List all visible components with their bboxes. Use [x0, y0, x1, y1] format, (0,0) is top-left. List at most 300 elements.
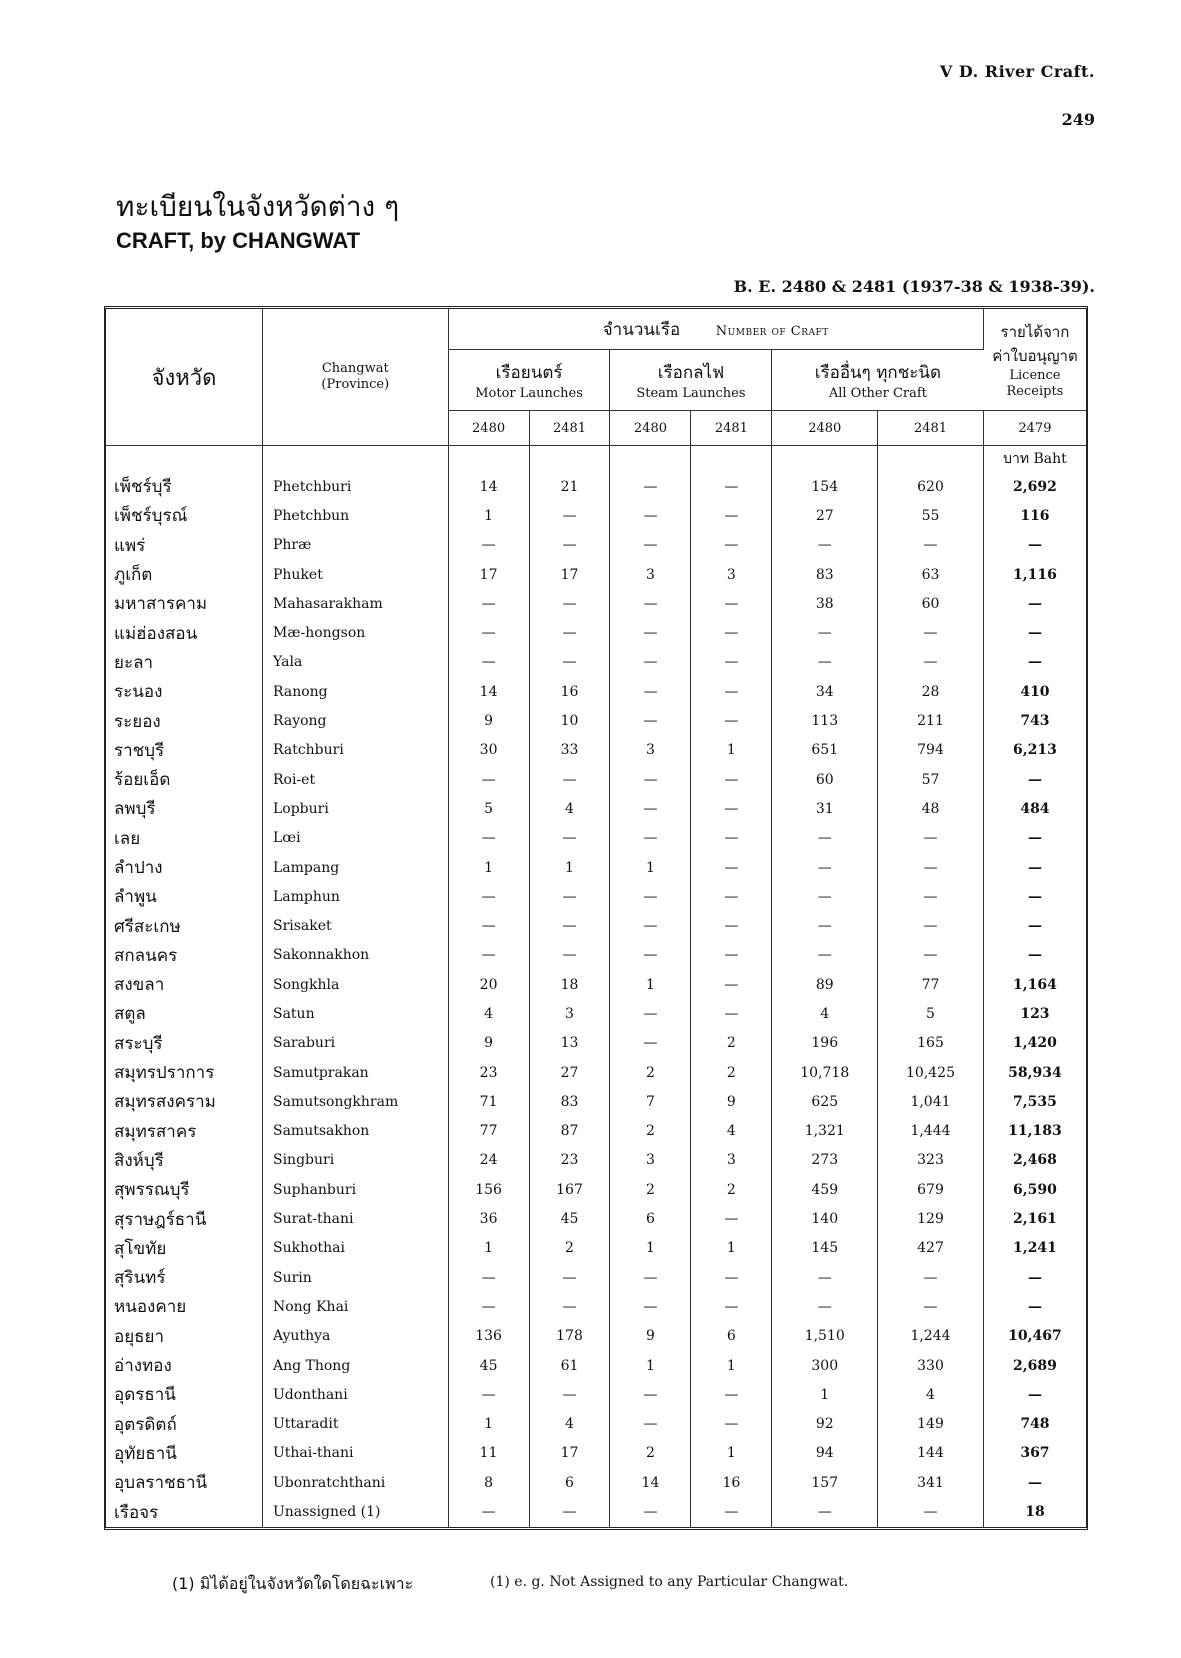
cell-steam-2480: — [610, 999, 691, 1028]
page-number: 249 [1061, 110, 1095, 129]
cell-other-2481: 1,444 [878, 1117, 984, 1146]
cell-other-2480: 94 [772, 1439, 878, 1468]
cell-steam-2480: 1 [610, 853, 691, 882]
cell-motor-2480: 1 [448, 853, 529, 882]
cell-motor-2481: 83 [529, 1087, 610, 1116]
cell-motor-2481: 4 [529, 1410, 610, 1439]
cell-steam-2481: 6 [691, 1322, 772, 1351]
header-licence-receipts: รายได้จาก ค่าใบอนุญาต Licence Receipts [983, 309, 1086, 411]
cell-motor-2480: — [448, 911, 529, 940]
cell-steam-2481: 3 [691, 1146, 772, 1175]
header-changwat: Changwat (Province) [262, 309, 448, 446]
cell-receipts-2479: 18 [1025, 1504, 1045, 1521]
cell-receipts-2479: — [1027, 654, 1042, 671]
cell-motor-2481: 33 [529, 736, 610, 765]
cell-receipts-2479: — [1027, 888, 1042, 905]
table-row [106, 1322, 1086, 1351]
cell-province-thai: ลำปาง [106, 853, 262, 882]
cell-other-2481: — [878, 911, 984, 940]
cell-other-2481: — [878, 618, 984, 647]
cell-receipts-2479: — [1027, 537, 1042, 554]
cell-other-2481: — [878, 1497, 984, 1526]
cell-steam-2481: — [691, 589, 772, 618]
cell-other-2481: 55 [878, 501, 984, 530]
cell-other-2481: 165 [878, 1029, 984, 1058]
cell-other-2480: 145 [772, 1234, 878, 1263]
period-label: B. E. 2480 & 2481 (1937-38 & 1938-39). [733, 277, 1095, 296]
table-row [106, 970, 1086, 999]
year-steam-2481: 2481 [691, 411, 772, 446]
cell-steam-2481: 2 [691, 1175, 772, 1204]
cell-motor-2481: 45 [529, 1204, 610, 1233]
cell-steam-2480: — [610, 677, 691, 706]
cell-other-2481: 341 [878, 1468, 984, 1497]
cell-other-2481: 149 [878, 1410, 984, 1439]
cell-province-name: Lampang [262, 853, 448, 882]
cell-other-2480: 300 [772, 1351, 878, 1380]
cell-motor-2481: — [529, 648, 610, 677]
cell-motor-2481: 3 [529, 999, 610, 1028]
cell-motor-2480: — [448, 941, 529, 970]
cell-motor-2480: 4 [448, 999, 529, 1028]
table-row [106, 472, 1086, 501]
table-row [106, 1029, 1086, 1058]
cell-province-thai: ลพบุรี [106, 794, 262, 823]
title-thai: ทะเบียนในจังหวัดต่าง ๆ [116, 190, 400, 223]
cell-province-thai: ศรีสะเกษ [106, 911, 262, 940]
cell-province-name: Ratchburi [262, 736, 448, 765]
table-row [106, 1175, 1086, 1204]
cell-motor-2481: — [529, 618, 610, 647]
cell-province-thai: สระบุรี [106, 1029, 262, 1058]
cell-province-thai: มหาสารคาม [106, 589, 262, 618]
cell-steam-2481: 4 [691, 1117, 772, 1146]
cell-receipts-2479: — [1027, 830, 1042, 847]
cell-steam-2480: 3 [610, 560, 691, 589]
cell-motor-2481: — [529, 765, 610, 794]
cell-province-thai: สุพรรณบุรี [106, 1175, 262, 1204]
cell-other-2481: 1,244 [878, 1322, 984, 1351]
title-english: CRAFT, by CHANGWAT [116, 228, 361, 253]
cell-steam-2481: — [691, 999, 772, 1028]
cell-motor-2481: 61 [529, 1351, 610, 1380]
cell-province-thai: สมุทรสงคราม [106, 1087, 262, 1116]
cell-steam-2481: — [691, 677, 772, 706]
cell-steam-2481: — [691, 531, 772, 560]
cell-province-thai: ลำพูน [106, 882, 262, 911]
cell-province-thai: สมุทรปราการ [106, 1058, 262, 1087]
table-row [106, 882, 1086, 911]
cell-other-2480: 10,718 [772, 1058, 878, 1087]
cell-motor-2481: — [529, 1380, 610, 1409]
cell-other-2481: 679 [878, 1175, 984, 1204]
cell-province-name: Srisaket [262, 911, 448, 940]
header-steam-launches: เรือกลไฟ Steam Launches [610, 350, 772, 411]
cell-province-name: Suphanburi [262, 1175, 448, 1204]
cell-steam-2481: — [691, 1497, 772, 1526]
cell-province-name: Lœi [262, 824, 448, 853]
cell-steam-2480: 2 [610, 1117, 691, 1146]
cell-other-2480: 83 [772, 560, 878, 589]
table-body [106, 446, 1086, 1527]
cell-province-name: Yala [262, 648, 448, 677]
cell-province-thai: ระยอง [106, 706, 262, 735]
cell-motor-2481: — [529, 531, 610, 560]
cell-motor-2481: — [529, 1263, 610, 1292]
cell-motor-2480: — [448, 589, 529, 618]
cell-receipts-2479: — [1027, 1386, 1042, 1403]
cell-province-name: Udonthani [262, 1380, 448, 1409]
cell-province-thai: อุตรดิตถ์ [106, 1410, 262, 1439]
cell-province-thai: อ่างทอง [106, 1351, 262, 1380]
cell-motor-2481: — [529, 882, 610, 911]
craft-table [106, 309, 1086, 1527]
cell-motor-2480: — [448, 1497, 529, 1526]
cell-other-2481: 60 [878, 589, 984, 618]
cell-province-name: Surat-thani [262, 1204, 448, 1233]
cell-steam-2480: 3 [610, 736, 691, 765]
cell-other-2481: — [878, 882, 984, 911]
year-other-2481: 2481 [878, 411, 984, 446]
cell-steam-2480: — [610, 911, 691, 940]
cell-province-name: Uttaradit [262, 1410, 448, 1439]
cell-other-2481: 620 [878, 472, 984, 501]
cell-receipts-2479: 116 [1020, 507, 1050, 524]
cell-province-name: Ranong [262, 677, 448, 706]
cell-motor-2481: 18 [529, 970, 610, 999]
cell-motor-2481: 16 [529, 677, 610, 706]
cell-steam-2480: — [610, 531, 691, 560]
cell-motor-2481: 27 [529, 1058, 610, 1087]
cell-motor-2481: 1 [529, 853, 610, 882]
cell-receipts-2479: — [1027, 859, 1042, 876]
cell-province-name: Unassigned (1) [262, 1497, 448, 1526]
cell-province-thai: ภูเก็ต [106, 560, 262, 589]
cell-motor-2480: 136 [448, 1322, 529, 1351]
table-row [106, 560, 1086, 589]
table-row [106, 941, 1086, 970]
cell-other-2481: 211 [878, 706, 984, 735]
cell-steam-2480: 3 [610, 1146, 691, 1175]
table-row [106, 1234, 1086, 1263]
cell-province-thai: อุทัยธานี [106, 1439, 262, 1468]
cell-steam-2481: 16 [691, 1468, 772, 1497]
cell-other-2480: 625 [772, 1087, 878, 1116]
cell-motor-2481: 178 [529, 1322, 610, 1351]
table-row [106, 648, 1086, 677]
cell-other-2480: — [772, 824, 878, 853]
cell-province-thai: แพร่ [106, 531, 262, 560]
cell-motor-2480: 20 [448, 970, 529, 999]
cell-province-thai: ราชบุรี [106, 736, 262, 765]
cell-other-2480: 273 [772, 1146, 878, 1175]
cell-other-2481: 77 [878, 970, 984, 999]
cell-motor-2481: 17 [529, 560, 610, 589]
cell-steam-2481: — [691, 882, 772, 911]
cell-steam-2480: — [610, 706, 691, 735]
cell-other-2480: 27 [772, 501, 878, 530]
cell-motor-2481: — [529, 1497, 610, 1526]
cell-steam-2481: — [691, 765, 772, 794]
cell-steam-2481: — [691, 853, 772, 882]
cell-province-name: Phræ [262, 531, 448, 560]
cell-motor-2480: — [448, 882, 529, 911]
cell-other-2481: 427 [878, 1234, 984, 1263]
cell-receipts-2479: 123 [1020, 1005, 1050, 1022]
cell-motor-2480: 9 [448, 1029, 529, 1058]
cell-other-2481: — [878, 648, 984, 677]
cell-other-2480: 113 [772, 706, 878, 735]
cell-steam-2480: — [610, 501, 691, 530]
cell-motor-2481: 87 [529, 1117, 610, 1146]
cell-steam-2480: — [610, 589, 691, 618]
cell-province-name: Satun [262, 999, 448, 1028]
table-row [106, 824, 1086, 853]
cell-other-2481: 794 [878, 736, 984, 765]
cell-receipts-2479: 2,161 [1013, 1211, 1057, 1228]
cell-other-2480: — [772, 882, 878, 911]
cell-receipts-2479: — [1027, 918, 1042, 935]
cell-province-thai: ระนอง [106, 677, 262, 706]
section-header: V D. River Craft. [939, 62, 1095, 81]
cell-motor-2480: — [448, 824, 529, 853]
year-motor-2481: 2481 [529, 411, 610, 446]
cell-other-2480: 196 [772, 1029, 878, 1058]
cell-receipts-2479: — [1027, 1474, 1042, 1491]
table-row [106, 1410, 1086, 1439]
cell-motor-2481: — [529, 501, 610, 530]
cell-steam-2480: — [610, 648, 691, 677]
cell-province-thai: เพ็ชร์บุรี [106, 472, 262, 501]
cell-province-name: Surin [262, 1263, 448, 1292]
header-other-craft: เรืออื่นๆ ทุกชะนิด All Other Craft [772, 350, 984, 411]
cell-steam-2480: — [610, 1263, 691, 1292]
cell-receipts-2479: 367 [1020, 1445, 1050, 1462]
cell-province-name: Samutsongkhram [262, 1087, 448, 1116]
cell-steam-2480: 1 [610, 970, 691, 999]
cell-province-name: Samutsakhon [262, 1117, 448, 1146]
table-row [106, 677, 1086, 706]
cell-steam-2481: — [691, 794, 772, 823]
cell-other-2481: — [878, 853, 984, 882]
cell-other-2481: 10,425 [878, 1058, 984, 1087]
table-row [106, 1351, 1086, 1380]
cell-other-2480: — [772, 648, 878, 677]
cell-steam-2481: — [691, 970, 772, 999]
cell-other-2480: 1,321 [772, 1117, 878, 1146]
table-row [106, 1380, 1086, 1409]
cell-other-2481: — [878, 1292, 984, 1321]
cell-steam-2480: 2 [610, 1058, 691, 1087]
baht-row [106, 446, 1086, 473]
cell-steam-2480: — [610, 1292, 691, 1321]
footnote-thai: (1) มิได้อยู่ในจังหวัดใดโดยฉะเพาะ [172, 1574, 414, 1593]
table-row [106, 794, 1086, 823]
cell-other-2481: — [878, 941, 984, 970]
cell-steam-2480: 14 [610, 1468, 691, 1497]
cell-province-thai: สมุทรสาคร [106, 1117, 262, 1146]
cell-steam-2481: — [691, 1204, 772, 1233]
cell-motor-2480: 14 [448, 677, 529, 706]
table-row [106, 1146, 1086, 1175]
cell-other-2481: 4 [878, 1380, 984, 1409]
table-row [106, 1263, 1086, 1292]
table-row [106, 618, 1086, 647]
cell-motor-2480: — [448, 531, 529, 560]
cell-steam-2481: — [691, 911, 772, 940]
table-row [106, 1497, 1086, 1526]
cell-receipts-2479: 1,241 [1013, 1240, 1057, 1257]
cell-steam-2480: — [610, 1029, 691, 1058]
cell-receipts-2479: 11,183 [1008, 1123, 1062, 1140]
cell-steam-2480: — [610, 794, 691, 823]
table-row [106, 911, 1086, 940]
cell-motor-2480: 45 [448, 1351, 529, 1380]
cell-motor-2481: 4 [529, 794, 610, 823]
year-motor-2480: 2480 [448, 411, 529, 446]
cell-other-2481: 330 [878, 1351, 984, 1380]
cell-steam-2481: — [691, 501, 772, 530]
cell-receipts-2479: — [1027, 595, 1042, 612]
table-row [106, 1117, 1086, 1146]
cell-other-2481: 48 [878, 794, 984, 823]
table-row [106, 999, 1086, 1028]
cell-other-2481: 28 [878, 677, 984, 706]
table-row [106, 765, 1086, 794]
cell-province-name: Rayong [262, 706, 448, 735]
table-row [106, 501, 1086, 530]
cell-receipts-2479: — [1027, 947, 1042, 964]
cell-motor-2481: 13 [529, 1029, 610, 1058]
cell-other-2480: — [772, 1292, 878, 1321]
cell-province-thai: ร้อยเอ็ด [106, 765, 262, 794]
table-row [106, 531, 1086, 560]
cell-steam-2480: 6 [610, 1204, 691, 1233]
cell-steam-2481: 2 [691, 1058, 772, 1087]
cell-motor-2480: 156 [448, 1175, 529, 1204]
cell-steam-2480: — [610, 618, 691, 647]
cell-motor-2480: 71 [448, 1087, 529, 1116]
cell-other-2481: — [878, 824, 984, 853]
cell-receipts-2479: — [1027, 1269, 1042, 1286]
cell-province-thai: อุดรธานี [106, 1380, 262, 1409]
cell-steam-2480: 2 [610, 1439, 691, 1468]
cell-province-name: Phetchbun [262, 501, 448, 530]
cell-steam-2481: 1 [691, 1234, 772, 1263]
cell-receipts-2479: 743 [1020, 713, 1050, 730]
cell-other-2480: — [772, 1497, 878, 1526]
cell-motor-2480: 24 [448, 1146, 529, 1175]
table-row [106, 1204, 1086, 1233]
cell-motor-2480: — [448, 1292, 529, 1321]
cell-other-2480: 1,510 [772, 1322, 878, 1351]
cell-other-2480: — [772, 911, 878, 940]
cell-province-name: Saraburi [262, 1029, 448, 1058]
cell-steam-2481: — [691, 1263, 772, 1292]
table-row [106, 1087, 1086, 1116]
cell-province-name: Sakonnakhon [262, 941, 448, 970]
cell-steam-2481: — [691, 941, 772, 970]
cell-province-name: Ang Thong [262, 1351, 448, 1380]
cell-other-2480: 459 [772, 1175, 878, 1204]
cell-motor-2481: 21 [529, 472, 610, 501]
cell-motor-2481: 167 [529, 1175, 610, 1204]
cell-steam-2481: — [691, 1410, 772, 1439]
cell-other-2481: — [878, 1263, 984, 1292]
cell-steam-2481: 2 [691, 1029, 772, 1058]
cell-steam-2481: 1 [691, 1351, 772, 1380]
cell-motor-2480: 14 [448, 472, 529, 501]
cell-motor-2480: 36 [448, 1204, 529, 1233]
cell-steam-2481: 1 [691, 736, 772, 765]
cell-province-name: Phuket [262, 560, 448, 589]
cell-province-name: Mæ-hongson [262, 618, 448, 647]
cell-other-2480: 4 [772, 999, 878, 1028]
cell-motor-2480: 8 [448, 1468, 529, 1497]
cell-other-2480: 38 [772, 589, 878, 618]
cell-steam-2481: — [691, 1292, 772, 1321]
cell-receipts-2479: 6,590 [1013, 1181, 1057, 1198]
cell-motor-2481: — [529, 1292, 610, 1321]
cell-steam-2480: — [610, 1380, 691, 1409]
table-row [106, 1439, 1086, 1468]
cell-motor-2480: 1 [448, 1410, 529, 1439]
cell-steam-2481: — [691, 706, 772, 735]
cell-other-2480: 140 [772, 1204, 878, 1233]
cell-province-name: Songkhla [262, 970, 448, 999]
cell-province-thai: อยุธยา [106, 1322, 262, 1351]
cell-receipts-2479: 6,213 [1013, 742, 1057, 759]
cell-other-2480: — [772, 618, 878, 647]
table-row [106, 853, 1086, 882]
year-steam-2480: 2480 [610, 411, 691, 446]
cell-province-name: Ubonratchthani [262, 1468, 448, 1497]
cell-receipts-2479: — [1027, 1298, 1042, 1315]
cell-motor-2480: 9 [448, 706, 529, 735]
cell-motor-2480: 23 [448, 1058, 529, 1087]
cell-other-2480: 651 [772, 736, 878, 765]
cell-motor-2480: — [448, 618, 529, 647]
cell-province-thai: เรือจร [106, 1497, 262, 1526]
cell-other-2480: — [772, 531, 878, 560]
cell-steam-2480: — [610, 941, 691, 970]
cell-steam-2480: — [610, 824, 691, 853]
cell-motor-2481: — [529, 589, 610, 618]
cell-motor-2480: 77 [448, 1117, 529, 1146]
cell-other-2480: 92 [772, 1410, 878, 1439]
cell-other-2480: 34 [772, 677, 878, 706]
cell-province-thai: อุบลราชธานี [106, 1468, 262, 1497]
cell-motor-2480: 1 [448, 501, 529, 530]
cell-motor-2481: 2 [529, 1234, 610, 1263]
cell-province-name: Phetchburi [262, 472, 448, 501]
cell-receipts-2479: 7,535 [1013, 1093, 1057, 1110]
cell-province-name: Singburi [262, 1146, 448, 1175]
cell-province-name: Lamphun [262, 882, 448, 911]
cell-province-name: Lopburi [262, 794, 448, 823]
cell-receipts-2479: — [1027, 771, 1042, 788]
cell-motor-2480: — [448, 1263, 529, 1292]
cell-steam-2481: — [691, 472, 772, 501]
cell-province-thai: สุรินทร์ [106, 1263, 262, 1292]
cell-steam-2480: 1 [610, 1351, 691, 1380]
cell-receipts-2479: 10,467 [1008, 1328, 1062, 1345]
cell-motor-2480: — [448, 1380, 529, 1409]
cell-motor-2481: 17 [529, 1439, 610, 1468]
craft-table-wrapper [104, 306, 1088, 1530]
cell-steam-2480: 9 [610, 1322, 691, 1351]
cell-receipts-2479: 58,934 [1008, 1064, 1062, 1081]
